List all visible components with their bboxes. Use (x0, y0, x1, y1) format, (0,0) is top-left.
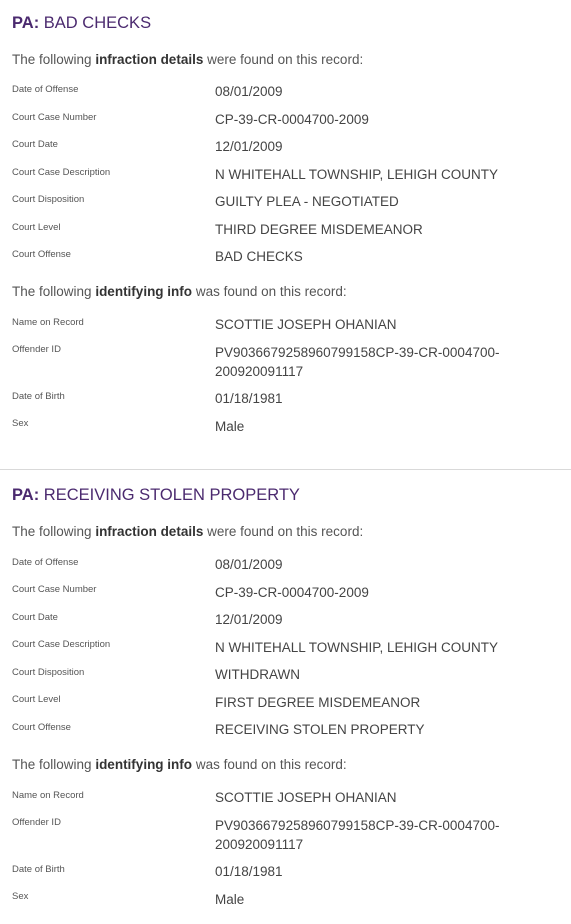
offender-id-line-2: 200920091117 (215, 364, 304, 379)
record-state: PA: (12, 486, 40, 504)
offender-id-value (215, 816, 560, 854)
offender-id-line-1: PV9036679258960799158CP-39-CR-0004700- (215, 818, 500, 833)
court-disposition-label: Court Disposition (12, 194, 85, 205)
court-case-number-value: CP-39-CR-0004700-2009 (215, 112, 369, 127)
record-card-receiving-stolen-property (0, 470, 571, 924)
sex-label: Sex (12, 418, 29, 429)
identifying-info-label: identifying info (95, 284, 193, 299)
date-of-birth-label: Date of Birth (12, 864, 65, 875)
court-offense-value: BAD CHECKS (215, 249, 303, 264)
name-on-record-value: SCOTTIE JOSEPH OHANIAN (215, 317, 397, 332)
court-disposition-value: WITHDRAWN (215, 667, 300, 682)
name-on-record-label: Name on Record (12, 317, 84, 328)
sex-label: Sex (12, 891, 29, 902)
record-state: PA: (12, 14, 40, 32)
identifying-intro: The following identifying info was found on this record: (12, 757, 347, 772)
court-date-value: 12/01/2009 (215, 139, 283, 154)
name-on-record-label: Name on Record (12, 790, 84, 801)
offender-id-label: Offender ID (12, 817, 61, 828)
record-title: BAD CHECKS (43, 14, 152, 32)
infraction-details-label: infraction details (95, 524, 204, 539)
court-case-description-label: Court Case Description (12, 639, 111, 650)
court-disposition-label: Court Disposition (12, 667, 85, 678)
infraction-intro: The following infraction details were found on this record: (12, 524, 364, 539)
court-offense-label: Court Offense (12, 722, 71, 733)
offender-id-line-1: PV9036679258960799158CP-39-CR-0004700- (215, 345, 500, 360)
court-date-value: 12/01/2009 (215, 612, 283, 627)
record-heading (12, 14, 151, 33)
sex-value: Male (215, 419, 245, 434)
offender-id-label: Offender ID (12, 344, 61, 355)
court-level-value: FIRST DEGREE MISDEMEANOR (215, 695, 421, 710)
offender-id-line-2: 200920091117 (215, 837, 304, 852)
date-of-birth-label: Date of Birth (12, 391, 65, 402)
court-date-label: Court Date (12, 139, 58, 150)
court-disposition-value: GUILTY PLEA - NEGOTIATED (215, 194, 399, 209)
court-case-number-label: Court Case Number (12, 584, 97, 595)
offender-id-value (215, 343, 560, 381)
identifying-info-label: identifying info (95, 757, 193, 772)
court-case-description-label: Court Case Description (12, 167, 111, 178)
infraction-details-label: infraction details (95, 52, 204, 67)
court-level-label: Court Level (12, 694, 61, 705)
court-case-description-value: N WHITEHALL TOWNSHIP, LEHIGH COUNTY (215, 640, 499, 655)
court-offense-label: Court Offense (12, 249, 71, 260)
court-offense-value: RECEIVING STOLEN PROPERTY (215, 722, 425, 737)
sex-value: Male (215, 892, 245, 907)
date-of-offense-label: Date of Offense (12, 557, 79, 568)
date-of-offense-value: 08/01/2009 (215, 84, 283, 99)
record-title: RECEIVING STOLEN PROPERTY (43, 486, 300, 504)
court-case-number-label: Court Case Number (12, 112, 97, 123)
court-case-description-value: N WHITEHALL TOWNSHIP, LEHIGH COUNTY (215, 167, 499, 182)
infraction-intro: The following infraction details were found on this record: (12, 52, 364, 67)
identifying-intro: The following identifying info was found on this record: (12, 284, 347, 299)
date-of-offense-value: 08/01/2009 (215, 557, 283, 572)
record-heading (12, 486, 300, 505)
court-level-value: THIRD DEGREE MISDEMEANOR (215, 222, 423, 237)
date-of-offense-label: Date of Offense (12, 84, 79, 95)
date-of-birth-value: 01/18/1981 (215, 864, 283, 879)
name-on-record-value: SCOTTIE JOSEPH OHANIAN (215, 790, 397, 805)
court-case-number-value: CP-39-CR-0004700-2009 (215, 585, 369, 600)
court-level-label: Court Level (12, 222, 61, 233)
date-of-birth-value: 01/18/1981 (215, 391, 283, 406)
court-date-label: Court Date (12, 612, 58, 623)
